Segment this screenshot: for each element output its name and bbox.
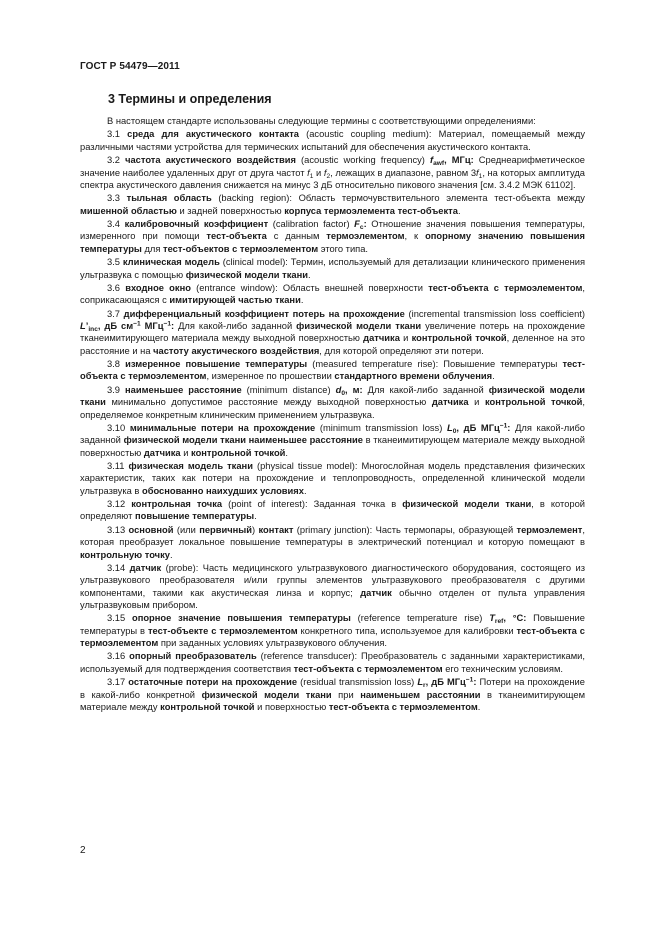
document-body: [80, 115, 585, 714]
term-entry: [80, 460, 585, 497]
term-number: 3.2: [107, 155, 126, 166]
term-name: среда для акустического контакта: [127, 129, 299, 140]
term-english: (clinical model):: [219, 257, 288, 268]
term-number: 3.5: [107, 257, 123, 268]
term-entry: [80, 128, 585, 153]
term-definition: Повышение температуры тест-объекта с термоэлементом, измеренное по прошествии стандартного времени облучения.: [80, 359, 585, 382]
term-name: частота акустического воздействия: [125, 155, 296, 166]
term-name: дифференциальный коэффициент потерь на прохождение: [123, 308, 405, 319]
term-english: (measured temperature rise):: [307, 359, 439, 370]
term-definition: $L_0$, дБ МГц$^{-1}$: Для какой-либо заданной физической модели ткани наименьшее расстояние в тканеимитирующем материале между выходной поверхностью датчика и контрольной точкой.: [80, 422, 586, 458]
term-entry: [80, 676, 585, 713]
term-entry: [80, 154, 585, 191]
term-definition: Преобразователь с заданными характеристиками, используемый для подтверждения соответствия тест-объекта с термоэлементом его техническим условиям.: [80, 651, 585, 674]
term-entry: [80, 256, 585, 281]
term-number: 3.7: [107, 308, 124, 319]
term-definition: Заданная точка в физической модели ткани, в которой определяют повышение температуры.: [80, 499, 586, 522]
term-english: (reference transducer):: [256, 651, 358, 662]
term-english: (entrance window):: [190, 282, 278, 293]
term-definition: $T_{ref}$, °C: Повышение температуры в тест-объекте с термоэлементом конкретного типа, используемое для калибровки тест-объекта с термоэлементом при заданных условиях ультразвукового облучения.: [80, 613, 585, 648]
term-entry: [80, 650, 585, 675]
term-entry: [80, 562, 585, 611]
term-entry: [80, 218, 585, 255]
term-number: 3.16: [107, 651, 130, 662]
term-definition: $d_0$, м: Для какой-либо заданной физической модели ткани минимально допустимое расстояние между выходной поверхностью датчика и контрольной точкой, определяемое конкретным клиническим применением ультразвука.: [80, 384, 586, 420]
term-english: (acoustic coupling medium):: [298, 129, 432, 140]
term-name: основной: [128, 524, 174, 535]
term-number: 3.14: [107, 563, 130, 574]
term-english: (point of interest):: [222, 499, 308, 510]
term-number: 3.11: [107, 461, 129, 472]
terms-list: [80, 128, 585, 713]
term-definition: Область термочувствительного элемента тест-объекта между мишенной областью и задней поверхностью корпуса термоэлемента тест-объекта.: [80, 193, 585, 216]
term-english: (minimum transmission loss): [315, 423, 443, 433]
term-number: 3.17: [107, 677, 129, 688]
term-number: 3.10: [107, 423, 130, 433]
term-name: контрольная точка: [131, 499, 223, 510]
term-english: (probe):: [161, 563, 199, 574]
term-number: 3.1: [107, 129, 128, 140]
document-header: ГОСТ Р 54479—2011: [80, 61, 180, 72]
term-entry: [80, 282, 585, 307]
term-number: 3.9: [107, 384, 125, 395]
term-english: (minimum distance): [241, 384, 331, 395]
term-definition: Термин, используемый для детализации клинического применения ультразвука с помощью физической модели ткани.: [80, 257, 586, 280]
term-english: (acoustic working frequency): [295, 155, 425, 166]
term-definition: Многослойная модель представления физических характеристик, таких как потери на прохождение и теплопроводность, определенной клинической модели ультразвука в обоснованно наихудших условиях.: [80, 461, 585, 496]
term-definition: $F_c$: Отношение значения повышения температуры, измеренного при помощи тест-объекта с данным термоэлементом, к опорному значению повышения температуры для тест-объектов с термоэлементом этого типа.: [80, 219, 585, 254]
term-name: опорное значение повышения температуры: [131, 613, 351, 624]
term-number: 3.4: [107, 219, 125, 230]
term-definition: $f_{awf}$, МГц: Среднеарифметическое значение наиболее удаленных друг от друга частот $f_1$ и $f_2$, лежащих в диапазоне, равном $3f_1$, на которых амплитуда спектра акустического давления снижается на минус 3 дБ относительно пикового значения [см. 3.4.2 МЭК 61102].: [80, 155, 585, 190]
term-number: 3.8: [107, 359, 126, 370]
term-english: (reference temperature rise): [350, 613, 483, 624]
term-name: минимальные потери на прохождение: [129, 423, 316, 433]
term-english: (physical tissue model):: [252, 461, 358, 472]
term-entry: [80, 384, 585, 421]
term-name: измеренное повышение температуры: [125, 359, 308, 370]
term-name: клиническая модель: [122, 257, 220, 268]
term-name: калибровочный коэффициент: [124, 219, 269, 230]
term-name: датчик: [129, 563, 162, 574]
section-title: 3 Термины и определения: [108, 92, 272, 106]
term-definition: Область внешней поверхности тест-объекта с термоэлементом, соприкасающаяся с имитирующей частью ткани.: [80, 282, 585, 306]
term-entry: [80, 192, 585, 217]
term-number: 3.12: [107, 499, 132, 510]
page-number: 2: [80, 845, 86, 856]
term-definition: Материал, помещаемый между различными частями устройства для термических испытаний для обеспечения акустического контакта.: [80, 129, 585, 152]
intro-paragraph: В настоящем стандарте использованы следующие термины с соответствующими определениями:: [107, 116, 536, 126]
term-definition: $L_r$, дБ МГц$^{-1}$: Потери на прохождение в какой-либо конкретной физической модели ткани при наименьшем расстоянии в тканеимитирующем материале между контрольной точкой и поверхностью тест-объекта с термоэлементом.: [80, 676, 586, 712]
term-entry: [80, 498, 585, 523]
term-name: тыльная область: [126, 193, 212, 204]
term-number: 3.6: [107, 282, 126, 293]
term-name: остаточные потери на прохождение: [128, 677, 298, 688]
term-name: физическая модель ткани: [128, 461, 253, 472]
term-number: 3.15: [107, 613, 132, 624]
term-definition: $L’_{inc}$, дБ $см^{-1}$ МГц$^{-1}$: Для какой-либо заданной физической модели ткани увеличение потерь на прохождение тканеимитирующего материала между выходной поверхностью датчика и контрольной точкой, деленное на это расстояние и на частоту акустического воздействия, для которой определяют эти потери.: [80, 320, 586, 356]
term-english: (residual transmission loss): [297, 677, 415, 688]
term-entry: [80, 612, 585, 649]
term-definition: (или первичный) контакт (primary junction): Часть термопары, образующей термоэлемент, которая преобразует локальное повышение температуры в электрический потенциал и которую помещают в контрольную точку.: [80, 524, 585, 560]
term-definition: Часть медицинского ультразвукового диагностического оборудования, состоящего из ультразвукового преобразователя и/или группы элементов ультразвукового преобразователя с другими компонентами, такими как акустическая линза и корпус; датчик обычно отделен от пульта управления ультразвуковым прибором.: [80, 563, 585, 610]
term-entry: [80, 422, 585, 459]
term-english: (calibration factor): [268, 219, 350, 230]
term-name: опорный преобразователь: [129, 651, 257, 662]
term-name: наименьшее расстояние: [125, 384, 242, 395]
term-name: входное окно: [125, 282, 191, 293]
term-entry: [80, 308, 585, 357]
term-number: 3.13: [107, 524, 129, 535]
term-entry: [80, 524, 585, 561]
term-number: 3.3: [107, 193, 127, 204]
term-english: (incremental transmission loss coefficient): [404, 308, 585, 319]
term-english: (backing region):: [211, 193, 292, 204]
term-entry: [80, 358, 585, 383]
